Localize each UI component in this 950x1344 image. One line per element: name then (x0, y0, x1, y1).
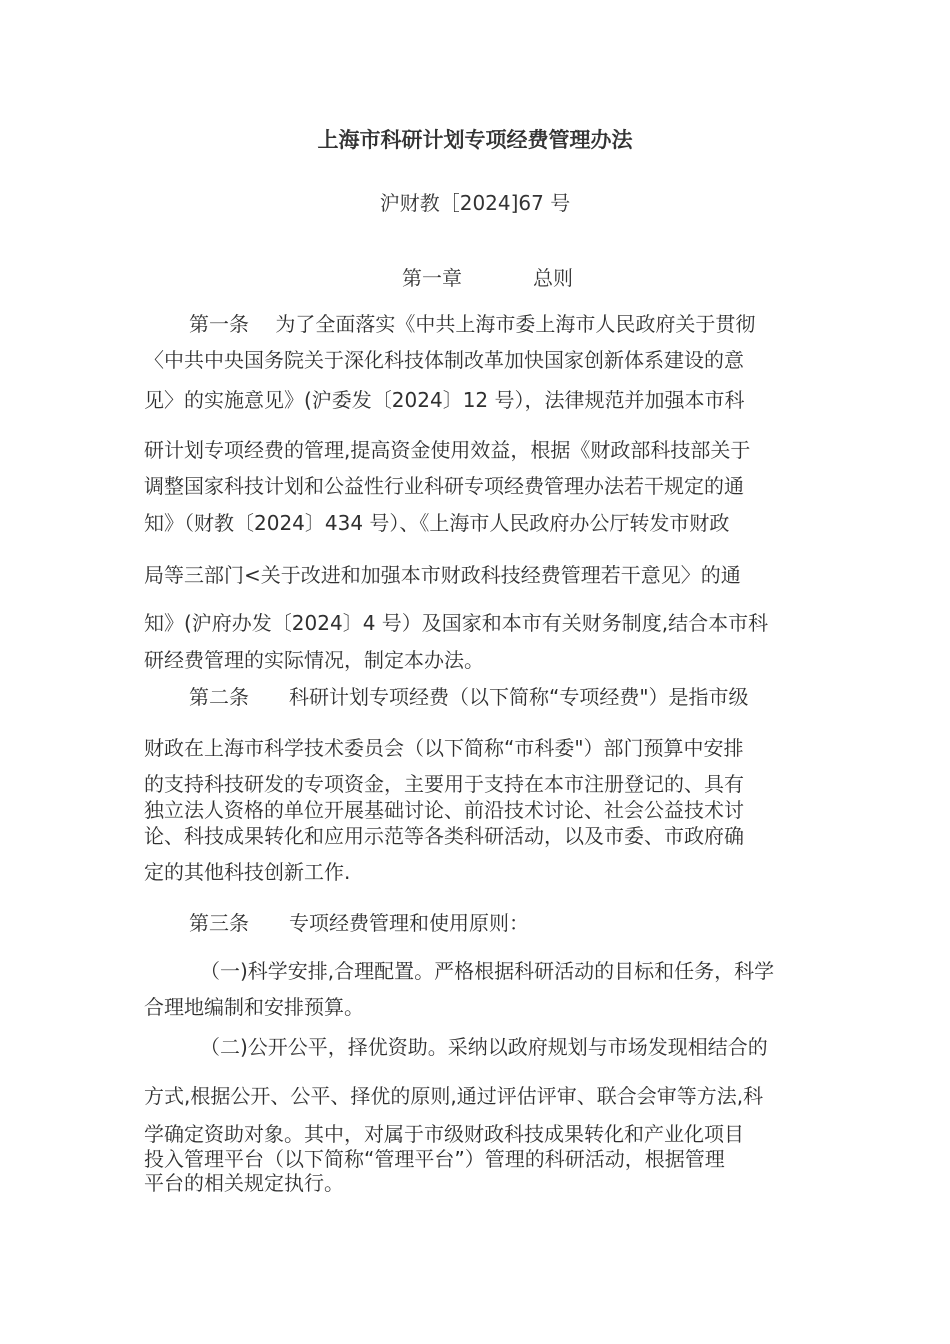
article-1-line-7: 局等三部门<关于改进和加强本市财政科技经费管理若干意见〉的通 (144, 563, 741, 587)
article-1-line-8: 知》(沪府办发〔2024〕4 号）及国家和本市有关财务制度,结合本市科 (144, 611, 769, 635)
article-2-line-3: 的支持科技研发的专项资金，主要用于支持在本市注册登记的、具有 (144, 772, 744, 796)
article-3-item-1-line-2: 合理地编制和安排预算。 (144, 995, 364, 1019)
article-2-line-1: 第二条 科研计划专项经费（以下简称“专项经费"）是指市级 (189, 685, 749, 709)
article-1-line-5: 调整国家科技计划和公益性行业科研专项经费管理办法若干规定的通 (144, 474, 744, 498)
article-2-line-2: 财政在上海市科学技术委员会（以下简称“市科委"）部门预算中安排 (144, 736, 744, 760)
article-1-line-3: 见〉的实施意见》(沪委发〔2024〕12 号），法律规范并加强本市科 (144, 388, 745, 412)
article-3-item-2-line-4: 投入管理平台（以下简称“管理平台”）管理的科研活动，根据管理 (144, 1147, 725, 1171)
article-1-line-9: 研经费管理的实际情况，制定本办法。 (144, 648, 484, 672)
article-1-line-2: 〈中共中央国务院关于深化科技体制改革加快国家创新体系建设的意 (144, 348, 744, 372)
article-2-line-5: 论、科技成果转化和应用示范等各类科研活动，以及市委、市政府确 (144, 824, 744, 848)
document-number: 沪财教［2024]67 号 (379, 191, 571, 215)
article-1-line-4: 研计划专项经费的管理,提高资金使用效益，根据《财政部科技部关于 (144, 438, 751, 462)
article-3-item-2-line-1: （二)公开公平，择优资助。采纳以政府规划与市场发现相结合的 (200, 1035, 768, 1059)
chapter-name: 总则 (533, 266, 573, 290)
article-1-line-6: 知》（财教〔2024〕434 号）、《上海市人民政府办公厅转发市财政 (144, 511, 730, 535)
article-2-line-6: 定的其他科技创新工作. (144, 860, 351, 884)
document-title: 上海市科研计划专项经费管理办法 (317, 128, 633, 152)
article-3-item-2-line-5: 平台的相关规定执行。 (144, 1171, 344, 1195)
article-3-line-1: 第三条 专项经费管理和使用原则： (189, 911, 529, 935)
article-3-item-2-line-2: 方式,根据公开、公平、择优的原则,通过评估评审、联合会审等方法,科 (144, 1084, 764, 1108)
article-2-line-4: 独立法人资格的单位开展基础讨论、前沿技术讨论、社会公益技术讨 (144, 798, 744, 822)
chapter-number: 第一章 (402, 266, 462, 290)
article-1-line-1: 第一条 为了全面落实《中共上海市委上海市人民政府关于贯彻 (189, 312, 756, 336)
article-3-item-1-line-1: （一)科学安排,合理配置。严格根据科研活动的目标和任务，科学 (200, 959, 775, 983)
article-3-item-2-line-3: 学确定资助对象。其中，对属于市级财政科技成果转化和产业化项目 (144, 1122, 744, 1146)
